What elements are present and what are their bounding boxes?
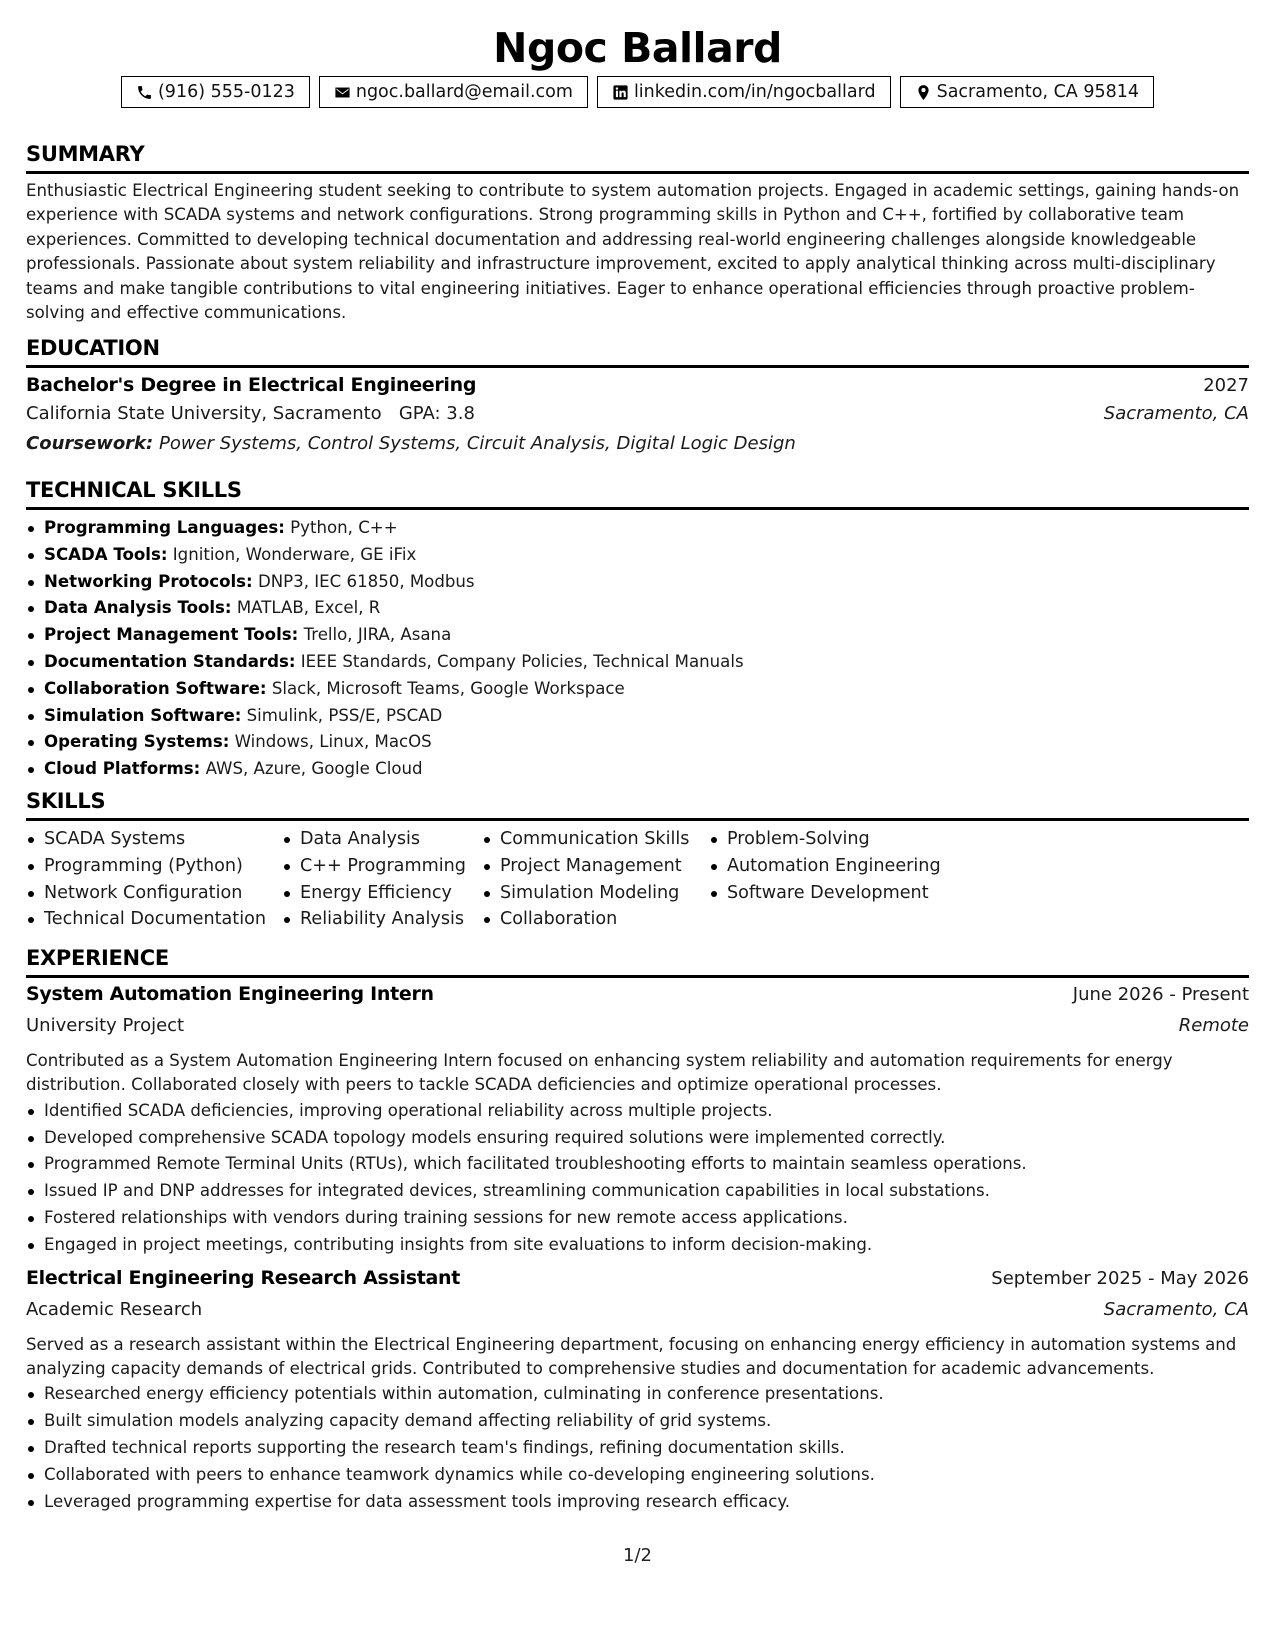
list-item: Identified SCADA deficiencies, improving operational reliability across multiple projects. bbox=[26, 1098, 1249, 1125]
section-title: EDUCATION bbox=[26, 336, 160, 360]
page-number: 1/2 bbox=[623, 1545, 652, 1566]
job-organization: Academic Research bbox=[26, 1298, 203, 1320]
skills-column bbox=[709, 826, 969, 933]
job-organization: University Project bbox=[26, 1015, 185, 1036]
section-title: SUMMARY bbox=[26, 142, 145, 166]
contact-phone[interactable] bbox=[121, 76, 310, 108]
phone-icon bbox=[136, 84, 153, 101]
envelope-icon bbox=[334, 84, 351, 101]
list-item: Built simulation models analyzing capacity demand affecting reliability of grid systems. bbox=[26, 1408, 1249, 1435]
degree-title: Bachelor's Degree in Electrical Engineering bbox=[26, 374, 477, 396]
location-text: Sacramento, CA 95814 bbox=[936, 82, 1139, 102]
list-item: Reliability Analysis bbox=[282, 906, 482, 933]
summary-text: Enthusiastic Electrical Engineering student seeking to contribute to system automation projects. Engaged in academic settings, gaining hands-on experience with SCADA systems and network configurations. Strong programming skills in Python and C++, fortified by collaborative team experiences. Committed to developing technical documentation and addressing real-world engineering challenges alongside knowledgeable professionals. Passionate about system reliability and infrastructure improvement, excited to apply analytical thinking across multi-disciplinary teams and make tangible contributions to vital engineering initiatives. Eager to enhance operational efficiencies through proactive problem-solving and effective communications. bbox=[26, 181, 1240, 323]
section-divider bbox=[26, 507, 1249, 510]
technical-skills-section bbox=[26, 477, 1249, 783]
skills-grid bbox=[26, 826, 1249, 933]
school-location: Sacramento, CA bbox=[1103, 403, 1249, 424]
list-item: Network Configuration bbox=[26, 880, 282, 907]
job-dates: June 2026 - Present bbox=[1072, 984, 1249, 1005]
email-text: ngoc.ballard@email.com bbox=[355, 82, 573, 102]
phone-text: (916) 555-0123 bbox=[157, 82, 295, 102]
list-item: Problem-Solving bbox=[709, 826, 969, 853]
section-divider bbox=[26, 171, 1249, 174]
list-item: Programmed Remote Terminal Units (RTUs), which facilitated troubleshooting efforts to maintain seamless operations. bbox=[26, 1151, 1249, 1178]
education-section bbox=[26, 335, 1249, 463]
list-item: Leveraged programming expertise for data assessment tools improving research efficacy. bbox=[26, 1489, 1249, 1516]
job-title: System Automation Engineering Intern bbox=[26, 983, 434, 1005]
coursework-line bbox=[26, 433, 1249, 463]
list-item: Engaged in project meetings, contributing insights from site evaluations to inform decision-making. bbox=[26, 1232, 1249, 1259]
job-location: Sacramento, CA bbox=[1103, 1298, 1249, 1320]
map-pin-icon bbox=[915, 84, 932, 101]
linkedin-text: linkedin.com/in/ngocballard bbox=[633, 82, 876, 102]
job-bullets bbox=[26, 1098, 1249, 1259]
job-bullets bbox=[26, 1381, 1249, 1515]
job-description: Served as a research assistant within the Electrical Engineering department, focusing on enhancing energy efficiency in automation systems and analyzing capacity demands of electrical grids. Contributed to comprehensive studies and documentation for academic advancements. bbox=[26, 1334, 1237, 1378]
section-title: TECHNICAL SKILLS bbox=[26, 478, 242, 502]
section-title: SKILLS bbox=[26, 789, 106, 813]
list-item: Data Analysis bbox=[282, 826, 482, 853]
list-item: Documentation Standards: IEEE Standards, Company Policies, Technical Manuals bbox=[26, 649, 1249, 676]
list-item: Collaborated with peers to enhance teamwork dynamics while co-developing engineering solutions. bbox=[26, 1462, 1249, 1489]
section-divider bbox=[26, 818, 1249, 821]
list-item: Researched energy efficiency potentials within automation, culminating in conference presentations. bbox=[26, 1381, 1249, 1408]
resume-page bbox=[26, 0, 1249, 1511]
school-name: California State University, Sacramento bbox=[26, 403, 382, 424]
job-entry bbox=[26, 1267, 1249, 1516]
list-item: Programming (Python) bbox=[26, 853, 282, 880]
coursework-list: Power Systems, Control Systems, Circuit Analysis, Digital Logic Design bbox=[158, 433, 796, 454]
list-item: Developed comprehensive SCADA topology models ensuring required solutions were implemented correctly. bbox=[26, 1125, 1249, 1152]
list-item: Collaboration bbox=[482, 906, 709, 933]
list-item: Project Management Tools: Trello, JIRA, Asana bbox=[26, 622, 1249, 649]
contact-email[interactable] bbox=[319, 76, 588, 108]
section-divider bbox=[26, 975, 1249, 978]
summary-section bbox=[26, 141, 1249, 325]
list-item: SCADA Tools: Ignition, Wonderware, GE iFix bbox=[26, 542, 1249, 569]
list-item: Fostered relationships with vendors during training sessions for new remote access applications. bbox=[26, 1205, 1249, 1232]
graduation-year: 2027 bbox=[1203, 375, 1249, 396]
list-item: SCADA Systems bbox=[26, 826, 282, 853]
job-entry bbox=[26, 983, 1249, 1259]
experience-section bbox=[26, 945, 1249, 1515]
list-item: Simulation Modeling bbox=[482, 880, 709, 907]
skills-column bbox=[482, 826, 709, 933]
skills-section bbox=[26, 788, 1249, 933]
list-item: Software Development bbox=[709, 880, 969, 907]
list-item: Drafted technical reports supporting the research team's findings, refining documentation skills. bbox=[26, 1435, 1249, 1462]
list-item: Data Analysis Tools: MATLAB, Excel, R bbox=[26, 595, 1249, 622]
list-item: Project Management bbox=[482, 853, 709, 880]
skills-column bbox=[26, 826, 282, 933]
section-title: EXPERIENCE bbox=[26, 946, 169, 970]
job-description: Contributed as a System Automation Engineering Intern focused on enhancing system reliability and automation requirements for energy distribution. Collaborated closely with peers to tackle SCADA deficiencies and optimize operational processes. bbox=[26, 1051, 1173, 1095]
skills-column bbox=[282, 826, 482, 933]
coursework-label: Coursework: bbox=[26, 433, 154, 454]
list-item: Collaboration Software: Slack, Microsoft Teams, Google Workspace bbox=[26, 676, 1249, 703]
list-item: Energy Efficiency bbox=[282, 880, 482, 907]
technical-skills-list bbox=[26, 515, 1249, 783]
list-item: C++ Programming bbox=[282, 853, 482, 880]
linkedin-icon bbox=[612, 84, 629, 101]
list-item: Networking Protocols: DNP3, IEC 61850, Modbus bbox=[26, 569, 1249, 596]
contact-location[interactable] bbox=[900, 76, 1154, 108]
gpa: GPA: 3.8 bbox=[398, 403, 475, 424]
candidate-name: Ngoc Ballard bbox=[493, 24, 782, 72]
contact-linkedin[interactable] bbox=[597, 76, 891, 108]
list-item: Cloud Platforms: AWS, Azure, Google Cloud bbox=[26, 756, 1249, 783]
job-dates: September 2025 - May 2026 bbox=[991, 1267, 1249, 1289]
list-item: Issued IP and DNP addresses for integrated devices, streamlining communication capabilities in local substations. bbox=[26, 1178, 1249, 1205]
job-title: Electrical Engineering Research Assistant bbox=[26, 1266, 461, 1289]
list-item: Communication Skills bbox=[482, 826, 709, 853]
list-item: Operating Systems: Windows, Linux, MacOS bbox=[26, 729, 1249, 756]
list-item: Automation Engineering bbox=[709, 853, 969, 880]
list-item: Simulation Software: Simulink, PSS/E, PSCAD bbox=[26, 703, 1249, 730]
job-location: Remote bbox=[1178, 1015, 1249, 1036]
list-item: Programming Languages: Python, C++ bbox=[26, 515, 1249, 542]
list-item: Technical Documentation bbox=[26, 906, 282, 933]
section-divider bbox=[26, 365, 1249, 368]
contact-bar bbox=[26, 76, 1249, 108]
